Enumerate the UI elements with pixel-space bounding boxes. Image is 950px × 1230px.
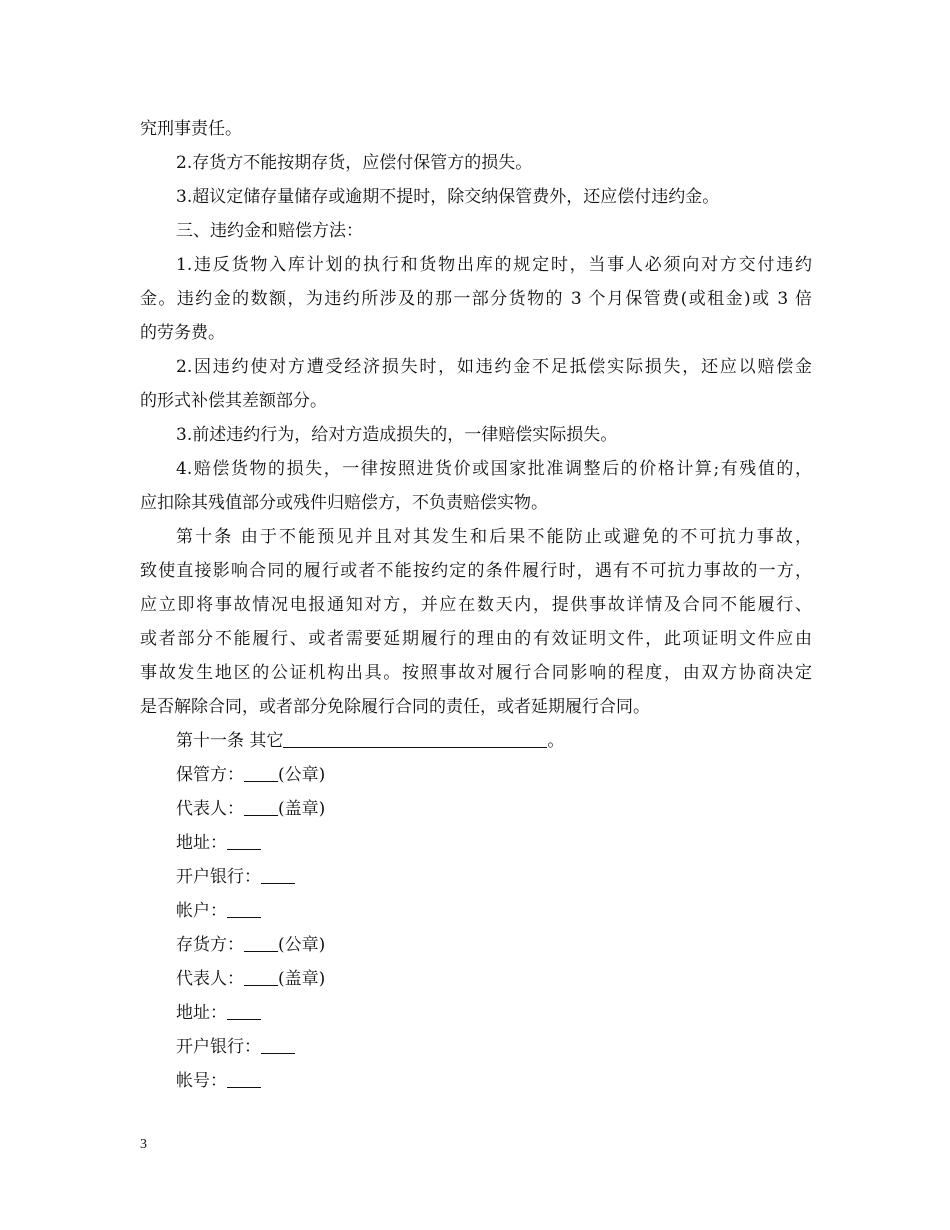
field-blank[interactable] [261,1033,295,1054]
text-line: 应扣除其残值部分或残件归赔偿方，不负责赔偿实物。 [140,493,548,513]
text-line: 究刑事责任。 [140,119,242,139]
text-line: 金。违约金的数额，为违约所涉及的那一部分货物的 3 个月保管费(或租金)或 3 倍 [140,289,812,309]
other-terms-blank[interactable] [283,727,547,748]
field-label: 开户银行： [176,867,261,887]
text-line: 事故发生地区的公证机构出具。按照事故对履行合同影响的程度，由双方协商决定 [140,663,812,683]
field-blank[interactable] [244,761,278,782]
field-blank[interactable] [227,1067,261,1088]
text-line: 致使直接影响合同的履行或者不能按约定的条件履行时，遇有不可抗力事故的一方， [140,561,812,581]
section-heading: 三、违约金和赔偿方法： [176,221,363,241]
text-line: 的形式补偿其差额部分。 [140,391,327,411]
text-line: 2.存货方不能按期存货，应偿付保管方的损失。 [176,153,533,173]
field-label: 地址： [176,1003,227,1023]
field-label: 代表人： [176,799,244,819]
signature-field [140,792,812,826]
field-label: 存货方： [176,935,244,955]
signature-field [140,826,812,860]
signature-field [140,996,812,1030]
signature-field [140,928,812,962]
field-blank[interactable] [244,965,278,986]
field-label: 帐户： [176,901,227,921]
page-number: 3 [140,1137,147,1152]
text-line: 3.超议定储存量储存或逾期不提时，除交纳保管费外，还应偿付违约金。 [176,187,720,207]
article-10-line: 第十条 由于不能预见并且对其发生和后果不能防止或避免的不可抗力事故， [176,527,812,547]
field-label: 保管方： [176,765,244,785]
signature-field [140,1030,812,1064]
document-body [140,112,812,1098]
field-label: 代表人： [176,969,244,989]
signature-field [140,894,812,928]
field-label: 地址： [176,833,227,853]
field-label: 帐号： [176,1071,227,1091]
text-line: 2.因违约使对方遭受经济损失时，如违约金不足抵偿实际损失，还应以赔偿金 [176,357,812,377]
field-label: 开户银行： [176,1037,261,1057]
text-line: 1.违反货物入库计划的执行和货物出库的规定时，当事人必须向对方交付违约 [176,255,812,275]
article-11-label: 第十一条 其它 [176,731,284,751]
text-line: 应立即将事故情况电报通知对方，并应在数天内，提供事故详情及合同不能履行、 [140,595,812,615]
field-suffix: (盖章) [278,969,326,989]
field-blank[interactable] [261,863,295,884]
text-line: 的劳务费。 [140,323,225,343]
text-line: 4.赔偿货物的损失，一律按照进货价或国家批准调整后的价格计算;有残值的， [176,459,812,479]
signature-field [140,860,812,894]
field-suffix: (公章) [278,765,326,785]
field-suffix: (盖章) [278,799,326,819]
field-blank[interactable] [227,897,261,918]
field-blank[interactable] [227,999,261,1020]
article-11-end: 。 [547,731,565,751]
signature-field [140,962,812,996]
field-blank[interactable] [244,931,278,952]
signature-field [140,758,812,792]
article-11-line [140,724,812,758]
text-line: 是否解除合同，或者部分免除履行合同的责任，或者延期履行合同。 [140,697,650,717]
field-suffix: (公章) [278,935,326,955]
field-blank[interactable] [244,795,278,816]
field-blank[interactable] [227,829,261,850]
text-line: 3.前述违约行为，给对方造成损失的，一律赔偿实际损失。 [176,425,618,445]
signature-field [140,1064,812,1098]
text-line: 或者部分不能履行、或者需要延期履行的理由的有效证明文件，此项证明文件应由 [140,629,812,649]
